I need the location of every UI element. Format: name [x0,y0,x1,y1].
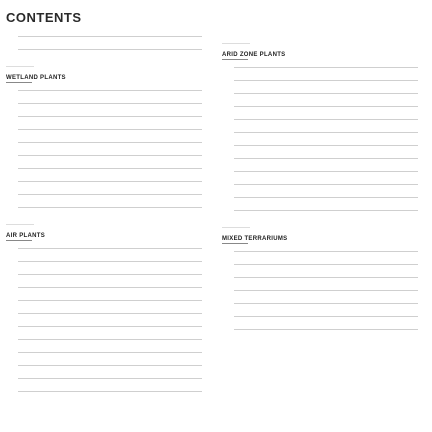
chapter-title: MIXED TERRARIUMS [222,236,288,242]
toc-entry [6,166,202,176]
toc-entry [6,88,202,98]
toc-entry-title [234,329,418,336]
toc-entry [222,314,418,324]
toc-entry-title [18,313,202,320]
chapter-heading [6,224,202,241]
toc-entry-title [18,287,202,294]
toc-entry [6,127,202,137]
toc-entry-title [234,145,418,152]
toc-entry [6,298,202,308]
toc-entry [222,143,418,153]
toc-entry [6,205,202,215]
chapter-rule [222,59,248,60]
toc-entry [222,182,418,192]
toc-entry-title [18,365,202,372]
toc-entry-title [234,158,418,165]
toc-entry [222,65,418,75]
toc-entry [222,195,418,205]
chapter-label [222,227,250,234]
toc-entry [222,262,418,272]
toc-entry-title [234,93,418,100]
toc-entry [222,78,418,88]
toc-entry [6,179,202,189]
chapter-label [222,43,250,50]
toc-entry-title [234,171,418,178]
toc-entry-title [234,290,418,297]
toc-entry-title [18,391,202,398]
contents-heading: CONTENTS [6,10,82,25]
toc-entry-title [18,207,202,214]
toc-entry-title [234,210,418,217]
toc-entry [6,324,202,334]
toc-entry-title [18,274,202,281]
toc-entry [6,285,202,295]
toc-entry-title [18,129,202,136]
toc-entry-title [18,116,202,123]
chapter-label [6,224,34,231]
toc-entry-title [18,326,202,333]
toc-entry [6,101,202,111]
toc-entry [6,311,202,321]
toc-entry [6,376,202,386]
toc-entry [6,153,202,163]
toc-entry [222,275,418,285]
chapter-rule [222,243,248,244]
toc-entry [6,259,202,269]
toc-entry-title [18,378,202,385]
chapter-label [6,66,34,73]
toc-entry-title [18,194,202,201]
toc-entry [222,156,418,166]
chapter-rule [6,240,32,241]
chapter-rule [6,82,32,83]
toc-entry [222,327,418,337]
toc-entry [6,363,202,373]
toc-entry-title [234,67,418,74]
toc-entry [6,140,202,150]
toc-entry-title [18,103,202,110]
toc-entry-title [234,80,418,87]
toc-entry [6,389,202,399]
toc-entry-title [234,184,418,191]
toc-entry-title [234,197,418,204]
toc-entry-title [18,248,202,255]
toc-entry-title [234,277,418,284]
toc-entry-title [18,300,202,307]
toc-entry-title [234,132,418,139]
toc-entry-title [234,106,418,113]
toc-entry [222,117,418,127]
toc-entry-title [18,49,202,56]
toc-entry-title [234,119,418,126]
toc-entry [6,246,202,256]
chapter-heading [222,227,418,244]
toc-entry [222,288,418,298]
toc-entry [6,337,202,347]
chapter-title: ARID ZONE PLANTS [222,52,286,58]
toc-entry [222,169,418,179]
toc-entry-title [18,90,202,97]
toc-entry-title [18,155,202,162]
toc-entry [222,130,418,140]
contents-column-right [222,34,418,402]
toc-entry [222,249,418,259]
toc-entry-title [18,142,202,149]
toc-entry-title [18,36,202,43]
chapter-title: WETLAND PLANTS [6,75,66,81]
contents-column-left [6,34,202,402]
toc-entry-title [234,264,418,271]
toc-entry [6,114,202,124]
toc-entry-title [234,251,418,258]
toc-entry [222,91,418,101]
toc-entry-title [18,261,202,268]
toc-entry [222,208,418,218]
chapter-heading [222,43,418,60]
toc-entry [6,272,202,282]
toc-entry [6,192,202,202]
toc-entry-title [18,168,202,175]
toc-entry-title [234,303,418,310]
chapter-title: AIR PLANTS [6,233,45,239]
toc-entry [222,104,418,114]
toc-entry-title [18,181,202,188]
toc-entry-title [18,339,202,346]
chapter-heading [6,66,202,83]
toc-entry-title [234,316,418,323]
toc-entry-title [18,352,202,359]
toc-entry [222,301,418,311]
toc-entry [6,47,202,57]
toc-entry [6,350,202,360]
contents-columns [6,34,418,402]
toc-entry [6,34,202,44]
